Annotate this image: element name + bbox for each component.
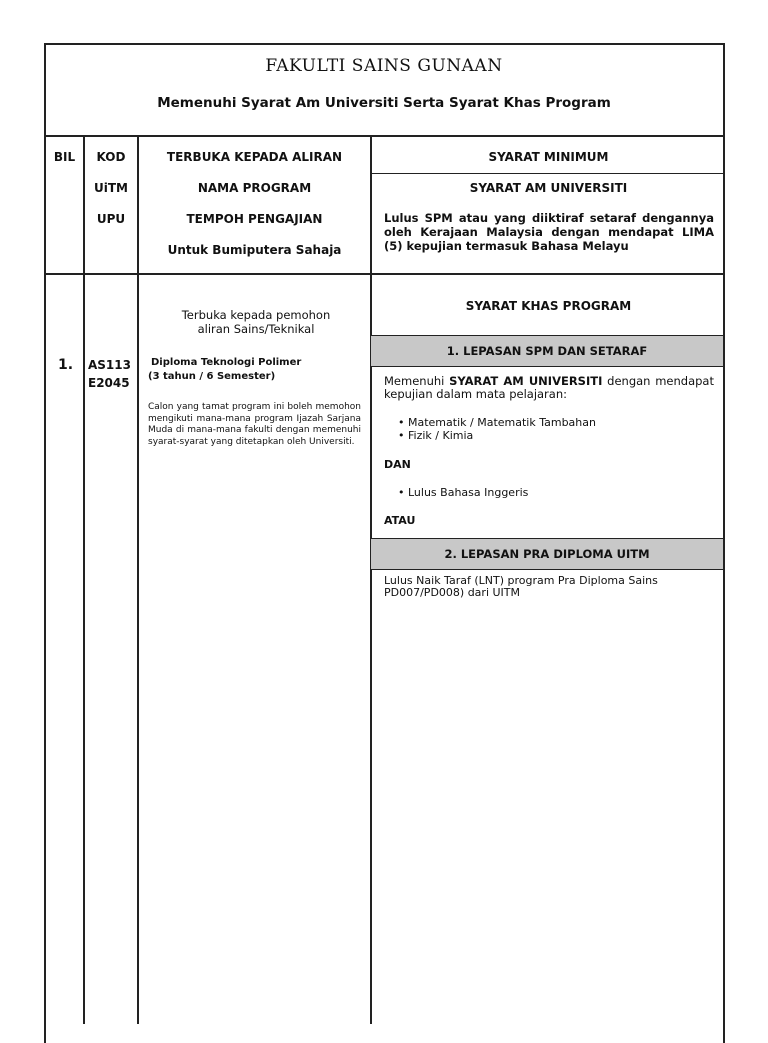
col-tempoh: TEMPOH PENGAJIAN	[186, 212, 323, 226]
list-item: • Fizik / Kimia	[398, 429, 596, 442]
col-nama-program: NAMA PROGRAM	[197, 181, 312, 195]
program-kod-upu: E2045	[88, 376, 130, 390]
page-subtitle: Memenuhi Syarat Am Universiti Serta Syarat Khas Program	[157, 95, 611, 111]
col-syarat-am: SYARAT AM UNIVERSITI	[469, 181, 628, 195]
col-divider-1	[83, 135, 85, 1024]
column-header-divider	[44, 273, 725, 275]
program-kod-uitm: AS113	[88, 358, 131, 372]
dan-label: DAN	[384, 458, 411, 471]
section-pra-diploma-text: Lulus Naik Taraf (LNT) program Pra Diploma Sains PD007/PD008) dari UITM	[384, 574, 658, 599]
program-note: Calon yang tamat program ini boleh memohon mengikuti mana-mana program Ijazah Sarjana Muda di mana-mana fakulti dengan memenuhi syarat-syarat yang ditetapkan oleh Universiti.	[148, 402, 361, 447]
program-nama: Diploma Teknologi Polimer	[151, 357, 302, 368]
header-divider	[44, 135, 725, 137]
program-tempoh: (3 tahun / 6 Semester)	[148, 371, 276, 382]
syarat-khas-title: SYARAT KHAS PROGRAM	[465, 299, 632, 313]
syarat-minimum-divider	[371, 173, 725, 174]
program-bil: 1.	[58, 357, 74, 373]
syarat-am-text: Lulus SPM atau yang diiktiraf setaraf dengannya oleh Kerajaan Malaysia dengan mendapat LIMA (5) kepujian termasuk Bahasa Melayu	[384, 211, 714, 253]
intro-part-a: Memenuhi	[384, 374, 450, 388]
col-syarat-minimum: SYARAT MINIMUM	[488, 150, 609, 164]
faculty-title: FAKULTI SAINS GUNAAN	[265, 56, 503, 76]
list-item: • Lulus Bahasa Inggeris	[398, 486, 528, 499]
section-spm-header: 1. LEPASAN SPM DAN SETARAF	[371, 335, 723, 367]
section-spm-intro	[384, 375, 714, 401]
program-aliran: Terbuka kepada pemohon aliran Sains/Teknikal	[181, 308, 331, 336]
intro-part-c: dengan mendapat kepujian dalam mata pelajaran:	[384, 374, 714, 401]
list-item: • Matematik / Matematik Tambahan	[398, 416, 596, 429]
intro-part-b: SYARAT AM UNIVERSITI	[449, 374, 603, 388]
col-bumiputera: Untuk Bumiputera Sahaja	[167, 243, 342, 257]
col-uitm: UiTM	[94, 181, 128, 195]
col-bil: BIL	[53, 150, 76, 164]
subject-list	[386, 416, 596, 442]
english-list	[386, 486, 528, 499]
col-divider-3	[370, 135, 372, 1024]
col-upu: UPU	[96, 212, 126, 226]
atau-label: ATAU	[384, 514, 416, 527]
col-kod: KOD	[96, 150, 126, 164]
section-pra-diploma-header: 2. LEPASAN PRA DIPLOMA UITM	[371, 538, 723, 570]
col-aliran: TERBUKA KEPADA ALIRAN	[166, 150, 343, 164]
col-divider-2	[137, 135, 139, 1024]
